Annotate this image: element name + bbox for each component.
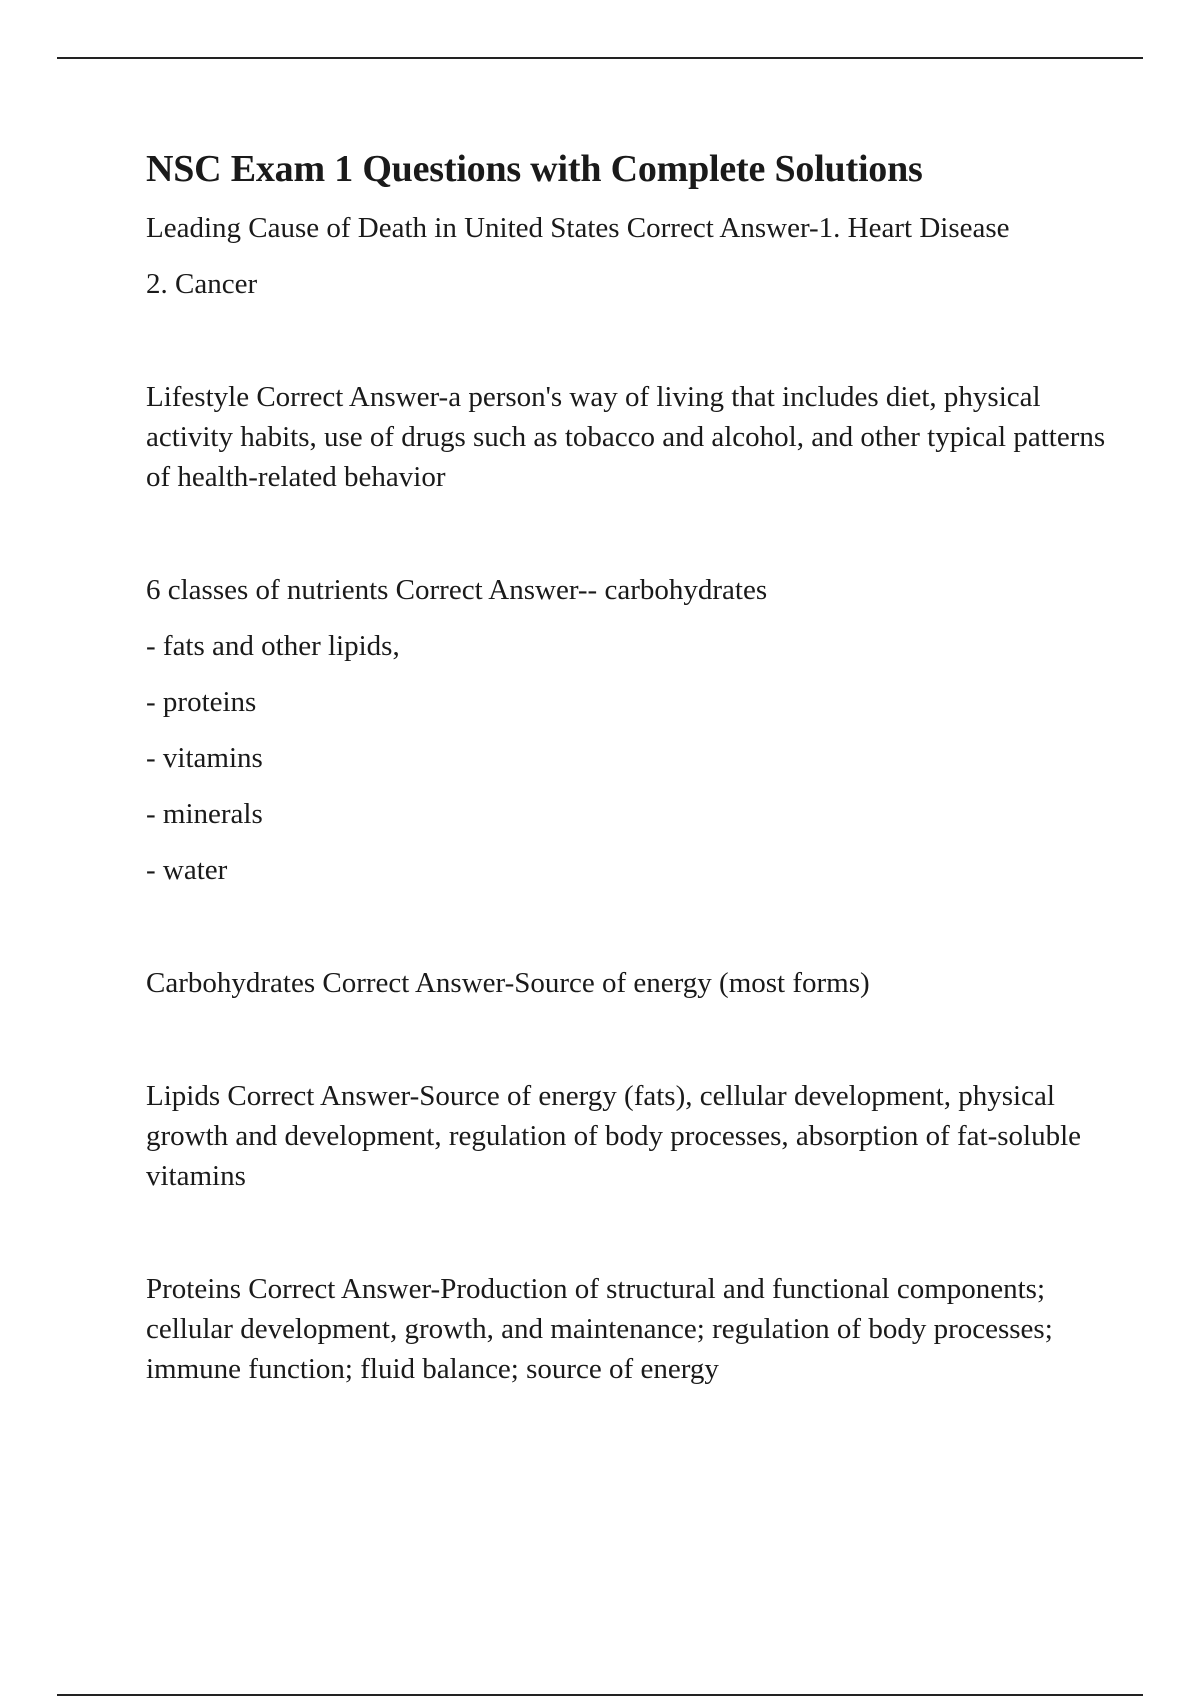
qa-nutrient-classes: 6 classes of nutrients Correct Answer-- carbohydrates [146, 574, 768, 606]
bottom-rule [57, 1694, 1143, 1696]
list-item-minerals: - minerals [146, 798, 263, 830]
top-rule [57, 57, 1143, 59]
qa-leading-cause-of-death: Leading Cause of Death in United States Correct Answer-1. Heart Disease [146, 212, 1010, 244]
qa-lipids: Lipids Correct Answer-Source of energy (fats), cellular development, physical growth and development, regulation of body processes, absorption of fat-soluble vitamins [146, 1080, 1082, 1192]
qa-leading-cause-cancer: 2. Cancer [146, 268, 258, 300]
list-item-lipids: - fats and other lipids, [146, 630, 400, 662]
document-body [146, 142, 1106, 1389]
list-item-vitamins: - vitamins [146, 742, 263, 774]
qa-proteins: Proteins Correct Answer-Production of structural and functional components; cellular development, growth, and maintenance; regulation of body processes; immune function; fluid balance; source of energy [146, 1273, 1053, 1385]
list-item-water: - water [146, 854, 228, 886]
qa-carbohydrates: Carbohydrates Correct Answer-Source of energy (most forms) [146, 967, 870, 999]
document-title: NSC Exam 1 Questions with Complete Solutions [146, 148, 923, 190]
qa-lifestyle: Lifestyle Correct Answer-a person's way of living that includes diet, physical activity habits, use of drugs such as tobacco and alcohol, and other typical patterns of health-related behavior [146, 381, 1106, 493]
list-item-proteins: - proteins [146, 686, 257, 718]
